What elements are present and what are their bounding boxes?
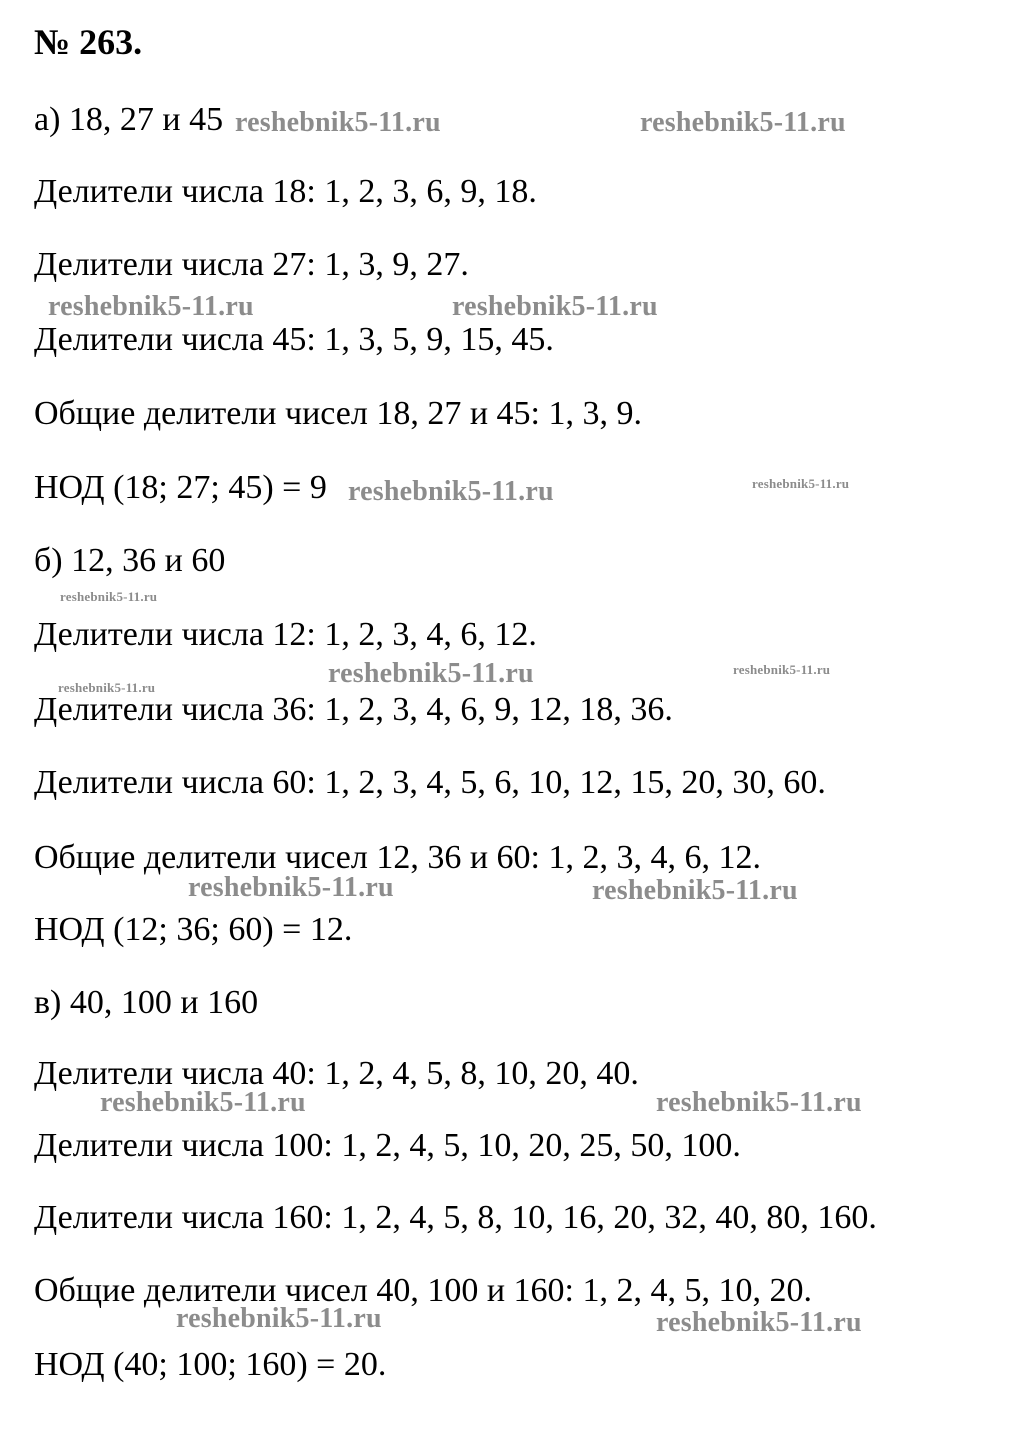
watermark: reshebnik5-11.ru [452,291,658,322]
watermark: reshebnik5-11.ru [656,1087,862,1118]
part-a-divisors-27: Делители числа 27: 1, 3, 9, 27. [34,246,469,283]
page-title: № 263. [34,22,143,62]
watermark: reshebnik5-11.ru [348,476,554,507]
part-v-gcd: НОД (40; 100; 160) = 20. [34,1346,387,1383]
part-v-divisors-40: Делители числа 40: 1, 2, 4, 5, 8, 10, 20, 40. [34,1055,639,1092]
watermark: reshebnik5-11.ru [592,875,798,906]
part-a-divisors-45: Делители числа 45: 1, 3, 5, 9, 15, 45. [34,321,554,358]
part-b-divisors-60: Делители числа 60: 1, 2, 3, 4, 5, 6, 10, 12, 15, 20, 30, 60. [34,764,826,801]
part-a-common-divisors: Общие делители чисел 18, 27 и 45: 1, 3, 9. [34,395,642,432]
part-v-heading: в) 40, 100 и 160 [34,984,259,1021]
part-b-heading: б) 12, 36 и 60 [34,542,226,579]
watermark: reshebnik5-11.ru [328,658,534,689]
watermark: reshebnik5-11.ru [188,872,394,903]
part-b-gcd: НОД (12; 36; 60) = 12. [34,911,353,948]
watermark: reshebnik5-11.ru [656,1307,862,1338]
watermark: reshebnik5-11.ru [752,476,850,491]
part-a-heading: а) 18, 27 и 45 [34,101,224,138]
part-v-divisors-160: Делители числа 160: 1, 2, 4, 5, 8, 10, 16, 20, 32, 40, 80, 160. [34,1199,877,1236]
watermark: reshebnik5-11.ru [176,1303,382,1334]
part-a-gcd: НОД (18; 27; 45) = 9 [34,469,327,506]
watermark: reshebnik5-11.ru [48,291,254,322]
part-b-divisors-12: Делители числа 12: 1, 2, 3, 4, 6, 12. [34,616,537,653]
part-v-divisors-100: Делители числа 100: 1, 2, 4, 5, 10, 20, 25, 50, 100. [34,1127,741,1164]
watermark: reshebnik5-11.ru [733,662,831,677]
watermark: reshebnik5-11.ru [640,107,846,138]
part-v-common-divisors: Общие делители чисел 40, 100 и 160: 1, 2, 4, 5, 10, 20. [34,1272,812,1309]
part-b-divisors-36: Делители числа 36: 1, 2, 3, 4, 6, 9, 12, 18, 36. [34,691,673,728]
watermark: reshebnik5-11.ru [100,1087,306,1118]
part-b-common-divisors: Общие делители чисел 12, 36 и 60: 1, 2, 3, 4, 6, 12. [34,839,761,876]
watermark: reshebnik5-11.ru [235,107,441,138]
watermark: reshebnik5-11.ru [58,680,156,695]
part-a-divisors-18: Делители числа 18: 1, 2, 3, 6, 9, 18. [34,173,537,210]
watermark: reshebnik5-11.ru [60,589,158,604]
